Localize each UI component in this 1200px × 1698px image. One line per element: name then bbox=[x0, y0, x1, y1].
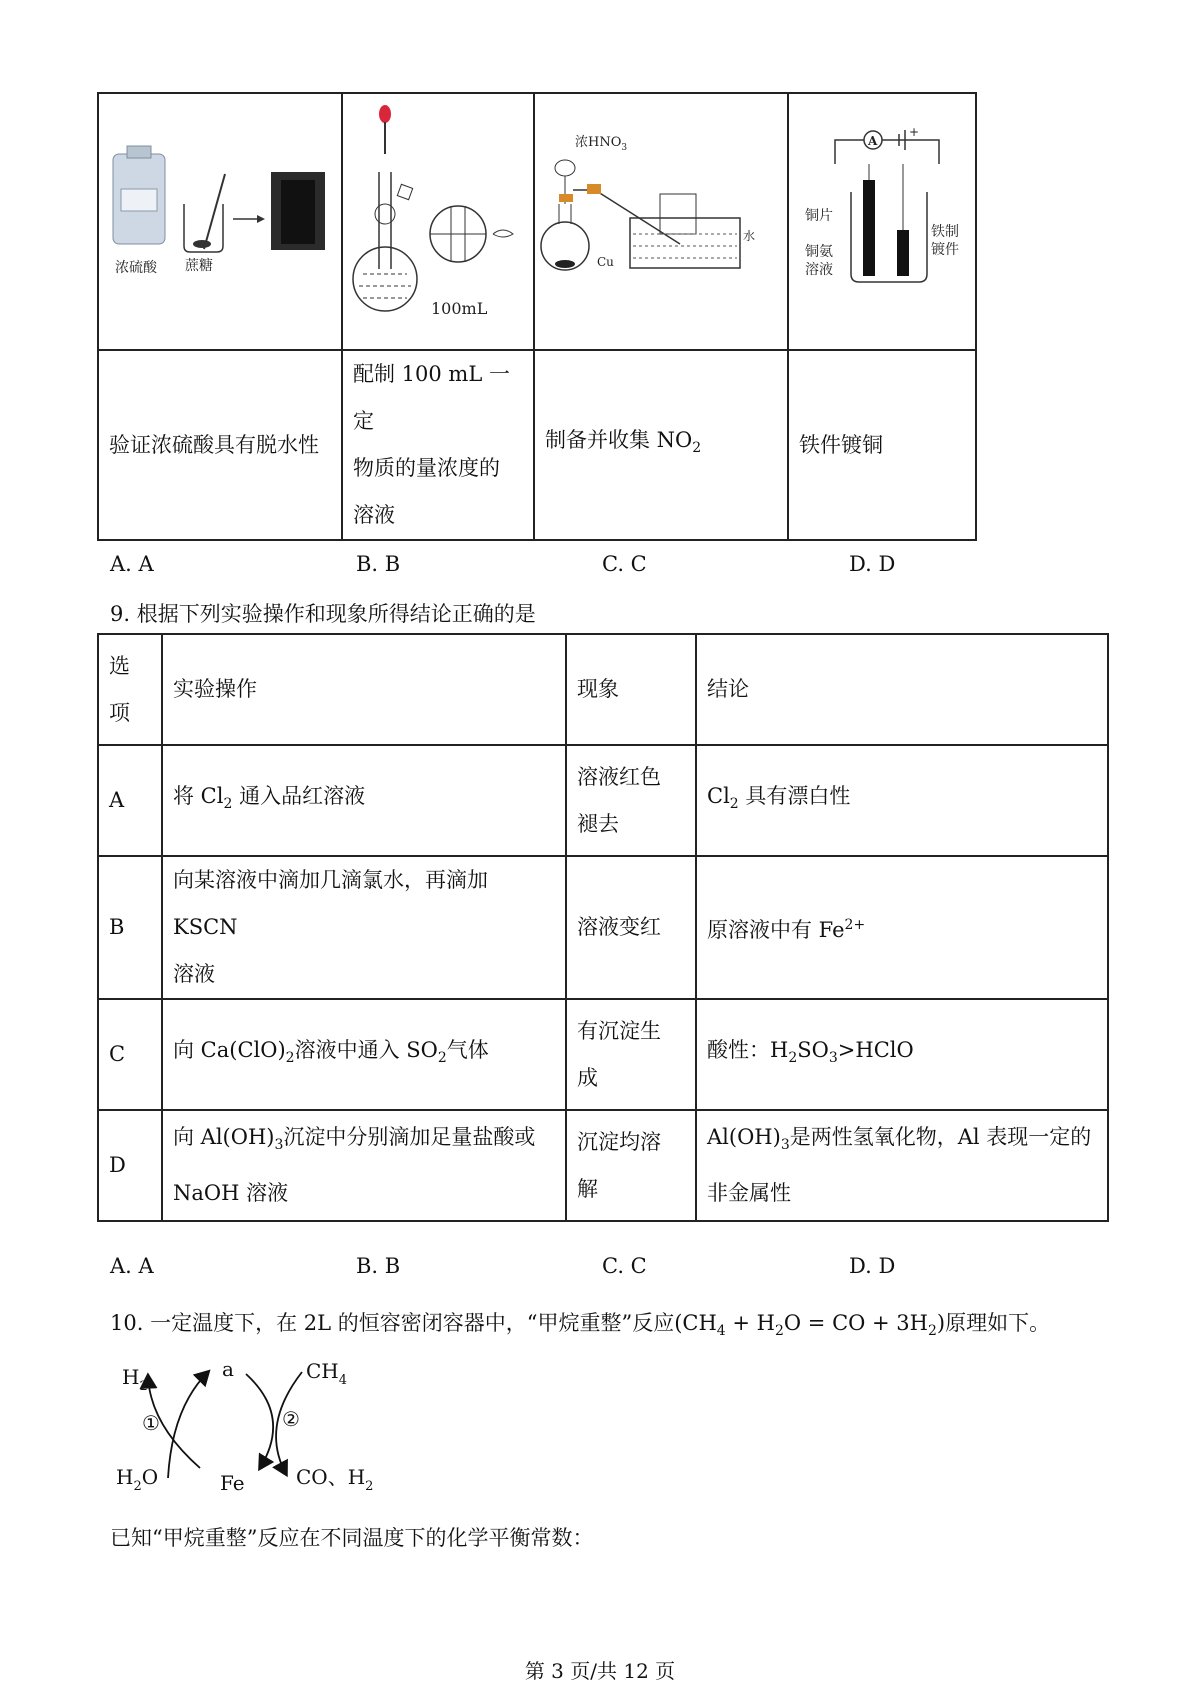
q8-option-a[interactable]: A. A bbox=[110, 552, 154, 576]
q8-image-d bbox=[788, 93, 976, 350]
diagram-h2: H bbox=[122, 1365, 140, 1389]
q9-option-b[interactable]: B. B bbox=[356, 1254, 401, 1278]
q9-row-a bbox=[98, 745, 1108, 856]
label-sucrose: 蔗糖 bbox=[185, 258, 213, 274]
q9-row-a-con-post: 具有漂白性 bbox=[738, 783, 851, 808]
q9-row-c-con-sub1: 2 bbox=[788, 1050, 798, 1067]
q9-row-c-op-sub2: 2 bbox=[437, 1050, 447, 1067]
ammeter-label: A bbox=[868, 134, 878, 148]
q9-header-option-line1: 选 bbox=[109, 653, 130, 678]
page-footer: 第 3 页/共 12 页 bbox=[524, 1659, 676, 1683]
q9-header-conclusion: 结论 bbox=[696, 634, 1108, 745]
q9-row-a-ph2: 褪去 bbox=[577, 811, 619, 836]
q9-stem: 9. 根据下列实验操作和现象所得结论正确的是 bbox=[110, 602, 536, 626]
q8-caption-b bbox=[342, 350, 534, 540]
label-conc-sulfuric: 浓硫酸 bbox=[115, 260, 157, 276]
q9-option-a[interactable]: A. A bbox=[110, 1254, 154, 1278]
q9-row-b bbox=[98, 856, 1108, 999]
q8-caption-a: 验证浓硫酸具有脱水性 bbox=[98, 350, 342, 540]
diagram-h2o-sub: 2 bbox=[133, 1479, 142, 1494]
q9-row-c-op bbox=[162, 999, 566, 1110]
q9-row-b-op1: 向某溶液中滴加几滴氯水，再滴加 KSCN bbox=[173, 868, 488, 939]
svg-text:浓HNO3 bbox=[575, 135, 627, 153]
q9-row-c-con-mid: SO bbox=[797, 1037, 829, 1062]
q9-option-c[interactable]: C. C bbox=[602, 1254, 647, 1278]
q8-image-b bbox=[342, 93, 534, 350]
q9-row-d-con1-pre: Al(OH) bbox=[707, 1125, 781, 1150]
q9-row-c-op-mid: 溶液中通入 SO bbox=[294, 1037, 438, 1062]
q9-row-b-con bbox=[696, 856, 1108, 999]
q10-known: 已知“甲烷重整”反应在不同温度下的化学平衡常数： bbox=[110, 1526, 594, 1550]
q8-caption-c-sub: 2 bbox=[692, 440, 702, 457]
q8-table bbox=[97, 92, 977, 541]
q9-row-b-con-pre: 原溶液中有 Fe bbox=[707, 917, 845, 942]
q9-row-c-ph1: 有沉淀生 bbox=[577, 1018, 661, 1043]
dehydration-apparatus bbox=[99, 94, 341, 332]
q9-row-d-ph1: 沉淀均溶 bbox=[577, 1129, 661, 1154]
diagram-co-h2-sub: 2 bbox=[365, 1479, 374, 1494]
q8-caption-b-line1: 配制 100 mL 一定 bbox=[353, 362, 510, 433]
battery-plus: + bbox=[909, 125, 920, 139]
q9-row-d-op bbox=[162, 1110, 566, 1221]
label-copper-ammonia: 铜氨 bbox=[805, 244, 833, 260]
no2-apparatus bbox=[535, 94, 787, 332]
q9-row-d-key: D bbox=[98, 1110, 162, 1221]
q9-row-b-ph: 溶液变红 bbox=[566, 856, 696, 999]
q9-row-c-con bbox=[696, 999, 1108, 1110]
diagram-h2o-h: H bbox=[116, 1465, 134, 1489]
eq-h: + H bbox=[725, 1311, 775, 1335]
q9-row-b-op bbox=[162, 856, 566, 999]
q9-row-a-con-pre: Cl bbox=[707, 783, 730, 808]
q9-row-a-con-sub: 2 bbox=[729, 796, 739, 813]
q9-row-c-op-pre: 向 Ca(ClO) bbox=[173, 1037, 286, 1062]
q9-row-c-op-post: 气体 bbox=[446, 1037, 489, 1062]
methane-reforming-cycle-diagram bbox=[110, 1356, 400, 1496]
eq-ch-sub: 4 bbox=[716, 1323, 726, 1340]
q8-image-a bbox=[98, 93, 342, 350]
svg-text:CH4 bbox=[306, 1359, 347, 1388]
label-water: 水 bbox=[743, 229, 756, 243]
q8-caption-b-line2: 物质的量浓度的 bbox=[353, 456, 500, 480]
q9-row-a-con bbox=[696, 745, 1108, 856]
diagram-fe: Fe bbox=[220, 1471, 245, 1495]
label-cu: Cu bbox=[597, 255, 614, 269]
q8-caption-c bbox=[534, 350, 788, 540]
q9-row-d-ph2: 解 bbox=[577, 1176, 598, 1201]
diagram-ch4: CH bbox=[306, 1359, 339, 1383]
q9-row-d-con1 bbox=[707, 1114, 1097, 1169]
label-100ml: 100mL bbox=[431, 299, 488, 318]
q9-row-c-con-post: >HClO bbox=[837, 1037, 914, 1062]
q10-stem-pre: 10. 一定温度下，在 2L 的恒容密闭容器中，“甲烷重整”反应( bbox=[110, 1311, 683, 1335]
svg-text:H2 bbox=[122, 1365, 148, 1394]
svg-text:H2O bbox=[116, 1465, 158, 1494]
diagram-step2: ② bbox=[282, 1407, 300, 1431]
q8-option-b[interactable]: B. B bbox=[356, 552, 401, 576]
label-solution: 溶液 bbox=[805, 262, 833, 278]
q9-row-c-con-pre: 酸性：H bbox=[707, 1037, 789, 1062]
diagram-a: a bbox=[222, 1357, 234, 1381]
volumetric-flask-apparatus bbox=[343, 94, 533, 332]
q9-row-b-key: B bbox=[98, 856, 162, 999]
q9-header-option bbox=[98, 634, 162, 745]
electroplating-apparatus bbox=[789, 94, 975, 332]
q9-row-d-con bbox=[696, 1110, 1108, 1221]
q10-stem bbox=[110, 1307, 1050, 1339]
q9-row-a-op-post: 通入品红溶液 bbox=[232, 783, 366, 808]
q9-row-c bbox=[98, 999, 1108, 1110]
q9-row-d-con2: 非金属性 bbox=[707, 1180, 791, 1205]
q9-row-d-op1-sub: 3 bbox=[274, 1137, 284, 1154]
q8-option-d[interactable]: D. D bbox=[849, 552, 896, 576]
q9-row-a-ph1: 溶液红色 bbox=[577, 764, 661, 789]
diagram-co-h2: CO、H bbox=[296, 1465, 366, 1489]
eq-h2-sub: 2 bbox=[927, 1323, 937, 1340]
diagram-h2o-o: O bbox=[141, 1465, 159, 1489]
q9-row-a-ph bbox=[566, 745, 696, 856]
q9-header-option-line2: 项 bbox=[109, 700, 130, 725]
label-conc-hno3-sub: 3 bbox=[621, 143, 628, 153]
q9-row-b-con-sup: 2+ bbox=[844, 916, 866, 933]
eq-h-sub: 2 bbox=[774, 1323, 784, 1340]
q10-stem-post: )原理如下。 bbox=[936, 1311, 1051, 1335]
q10-equation bbox=[682, 1311, 937, 1340]
q9-row-d-op2: NaOH 溶液 bbox=[173, 1180, 289, 1205]
q9-row-a-key: A bbox=[98, 745, 162, 856]
q9-row-d-con1-sub: 3 bbox=[780, 1137, 790, 1154]
label-plated-part: 镀件 bbox=[931, 242, 959, 258]
label-iron: 铁制 bbox=[931, 224, 959, 240]
q8-option-c[interactable]: C. C bbox=[602, 552, 647, 576]
q9-option-d[interactable]: D. D bbox=[849, 1254, 896, 1278]
q9-header-operation: 实验操作 bbox=[162, 634, 566, 745]
q9-row-c-con-sub2: 3 bbox=[828, 1050, 838, 1067]
q9-row-c-ph bbox=[566, 999, 696, 1110]
q9-row-c-ph2: 成 bbox=[577, 1065, 598, 1090]
q9-row-d-op1 bbox=[173, 1114, 555, 1169]
q9-row-d-op1-post: 沉淀中分别滴加足量盐酸或 bbox=[283, 1125, 536, 1150]
eq-rest: O = CO + 3H bbox=[783, 1311, 928, 1335]
label-copper-sheet: 铜片 bbox=[805, 208, 833, 224]
q9-row-b-op2: 溶液 bbox=[173, 962, 215, 986]
q9-row-d-op1-pre: 向 Al(OH) bbox=[173, 1125, 275, 1150]
q8-caption-c-text: 制备并收集 NO bbox=[545, 428, 693, 453]
q9-row-c-op-sub1: 2 bbox=[285, 1050, 295, 1067]
q8-image-c bbox=[534, 93, 788, 350]
q9-row-d-con1-post: 是两性氢氧化物，Al 表现一定的 bbox=[789, 1125, 1092, 1150]
q9-header-phenomenon: 现象 bbox=[566, 634, 696, 745]
q9-row-d bbox=[98, 1110, 1108, 1221]
q9-row-a-op-sub: 2 bbox=[223, 796, 233, 813]
svg-text:CO、H2 bbox=[296, 1465, 373, 1494]
diagram-h2-sub: 2 bbox=[139, 1379, 148, 1394]
q8-caption-b-line3: 溶液 bbox=[353, 503, 395, 527]
label-conc-hno3: 浓HNO bbox=[575, 135, 622, 150]
diagram-ch4-sub: 4 bbox=[338, 1373, 348, 1388]
q8-caption-d: 铁件镀铜 bbox=[788, 350, 976, 540]
diagram-step1: ① bbox=[142, 1411, 160, 1435]
q9-row-a-op-pre: 将 Cl bbox=[173, 783, 224, 808]
q9-row-d-ph bbox=[566, 1110, 696, 1221]
q9-table bbox=[97, 633, 1109, 1222]
eq-ch: CH bbox=[682, 1311, 717, 1335]
q9-row-a-op bbox=[162, 745, 566, 856]
q9-row-c-key: C bbox=[98, 999, 162, 1110]
